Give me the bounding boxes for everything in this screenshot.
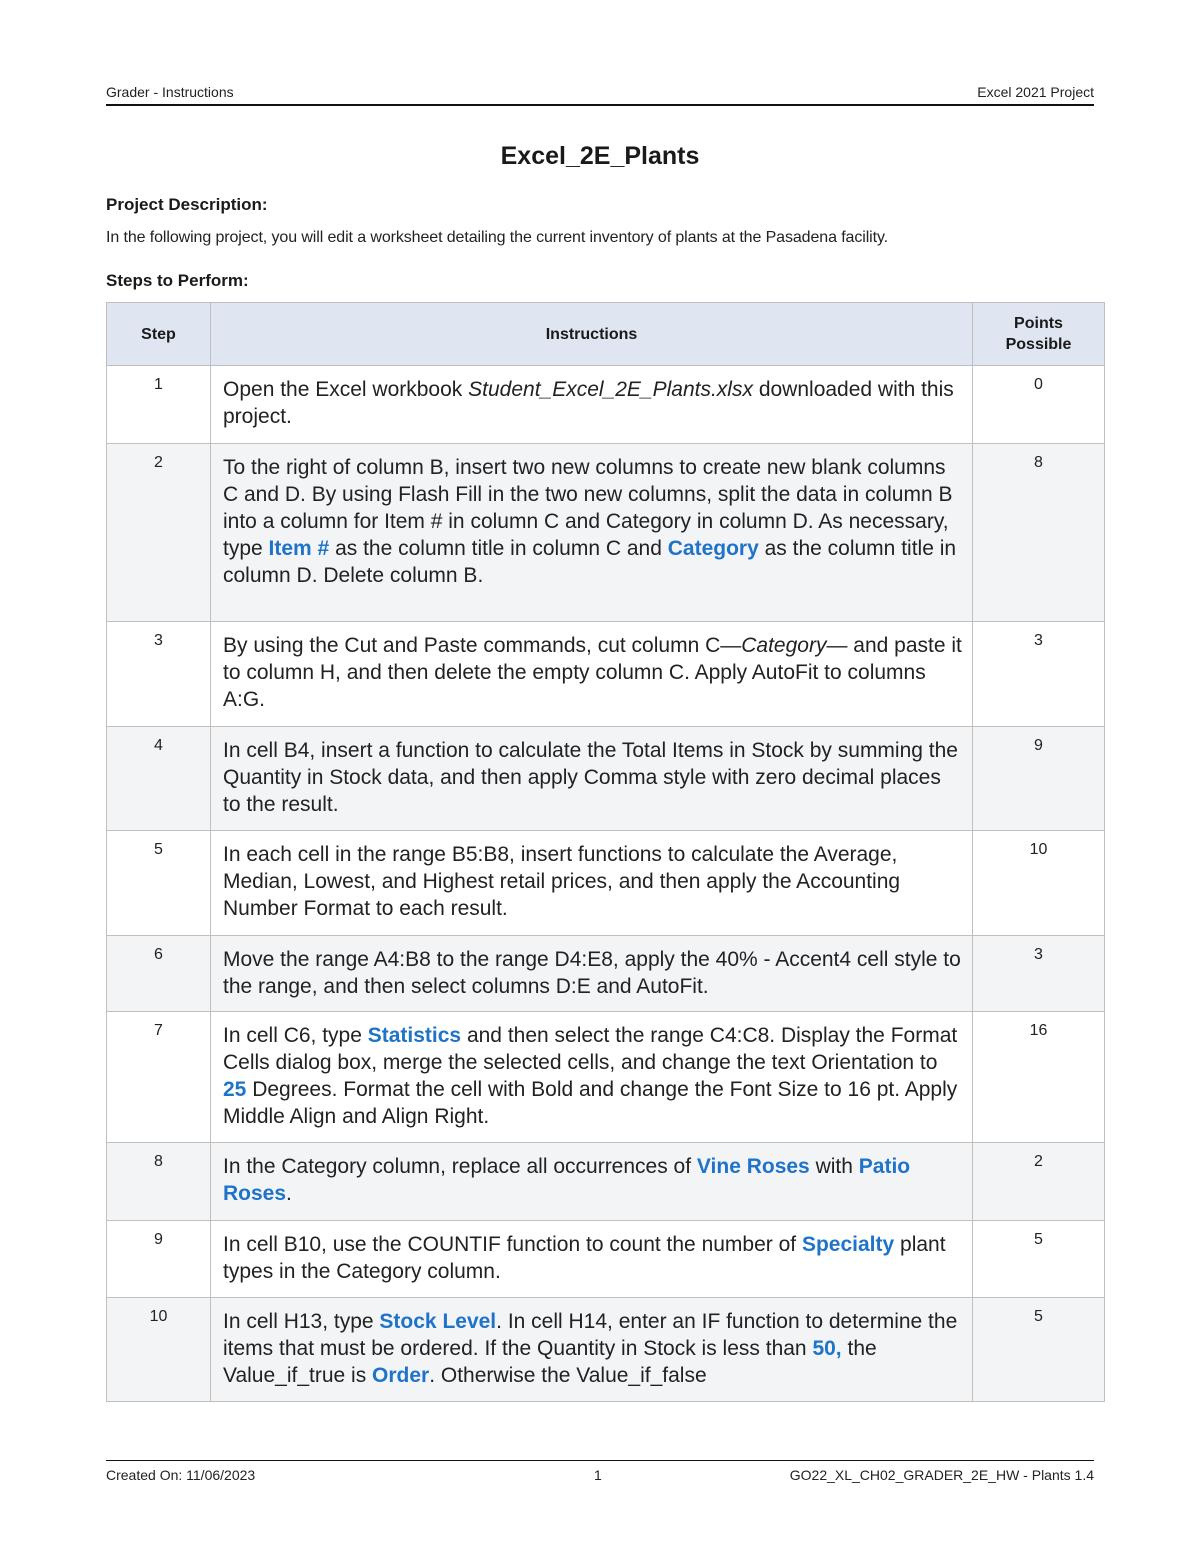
step-instruction	[211, 622, 973, 727]
step-instruction	[211, 1221, 973, 1298]
header-right-text: Excel 2021 Project	[977, 84, 1094, 100]
step-number: 6	[107, 936, 211, 1012]
table-row	[107, 831, 1105, 936]
table-row	[107, 366, 1105, 444]
instruction-text: . Otherwise the Value_if_false	[429, 1364, 707, 1387]
instruction-text: the Value_if_true is	[223, 1337, 877, 1387]
points-possible: 10	[973, 831, 1105, 936]
instruction-text: with	[809, 1155, 859, 1178]
steps-table-body	[107, 366, 1105, 1402]
document-title: Excel_2E_Plants	[500, 142, 700, 170]
table-row	[107, 1012, 1105, 1143]
steps-table	[106, 302, 1105, 1402]
step-instruction	[211, 727, 973, 831]
step-number: 1	[107, 366, 211, 444]
column-header-points	[973, 303, 1105, 366]
footer-page-number: 1	[594, 1467, 602, 1483]
instruction-text: In cell H13, type	[223, 1310, 380, 1333]
points-possible: 9	[973, 727, 1105, 831]
instruction-text: — and paste it to column H, and then delete the empty column C. Apply AutoFit to columns A:G.	[223, 634, 962, 711]
instruction-text: In cell C6, type	[223, 1024, 368, 1047]
instruction-text: .	[286, 1182, 292, 1205]
instruction-text: In each cell in the range B5:B8, insert functions to calculate the Average, Median, Lowest, and Highest retail prices, and then apply the Accounting Number Format to each result.	[223, 843, 901, 920]
keyword-text: 50,	[812, 1337, 842, 1360]
steps-heading: Steps to Perform:	[106, 271, 249, 290]
keyword-text: Statistics	[367, 1024, 462, 1047]
step-number: 10	[107, 1298, 211, 1402]
step-instruction	[211, 1143, 973, 1221]
instruction-text: By using the Cut and Paste commands, cut column C—	[223, 634, 742, 657]
instruction-text: Open the Excel workbook	[223, 378, 469, 401]
instruction-text: downloaded with this project.	[223, 378, 954, 428]
project-description-heading: Project Description:	[106, 195, 268, 214]
italic-text: Category	[741, 634, 827, 657]
step-instruction	[211, 831, 973, 936]
instruction-text: In the Category column, replace all occurrences of	[223, 1155, 697, 1178]
points-possible: 3	[973, 936, 1105, 1012]
points-possible: 2	[973, 1143, 1105, 1221]
column-header-instructions: Instructions	[211, 303, 973, 366]
step-number: 3	[107, 622, 211, 727]
page-header	[106, 82, 1094, 106]
project-description-text: In the following project, you will edit a worksheet detailing the current inventory of plants at the Pasadena facility.	[106, 229, 889, 246]
table-row	[107, 1298, 1105, 1402]
step-instruction	[211, 366, 973, 444]
points-possible: 3	[973, 622, 1105, 727]
step-number: 9	[107, 1221, 211, 1298]
table-row	[107, 936, 1105, 1012]
table-row	[107, 1221, 1105, 1298]
table-row	[107, 1143, 1105, 1221]
keyword-text: Patio Roses	[223, 1155, 911, 1205]
instruction-text: and then select the range C4:C8. Display the Format Cells dialog box, merge the selected cells, and change the text Orientation to	[223, 1024, 958, 1074]
keyword-text: Stock Level	[379, 1310, 497, 1333]
points-possible: 0	[973, 366, 1105, 444]
step-instruction	[211, 444, 973, 622]
points-possible: 8	[973, 444, 1105, 622]
table-row	[107, 727, 1105, 831]
column-header-step: Step	[107, 303, 211, 366]
step-number: 2	[107, 444, 211, 622]
points-header-text: Points Possible	[1005, 315, 1072, 353]
instruction-text: Move the range A4:B8 to the range D4:E8, apply the 40% - Accent4 cell style to the range, and then select columns D:E and AutoFit.	[223, 948, 961, 998]
keyword-text: Specialty	[801, 1233, 895, 1256]
step-instruction	[211, 936, 973, 1012]
table-row	[107, 444, 1105, 622]
instruction-text: In cell B10, use the COUNTIF function to count the number of	[223, 1233, 802, 1256]
instruction-text: Degrees. Format the cell with Bold and change the Font Size to 16 pt. Apply Middle Align and Align Right.	[223, 1078, 958, 1128]
step-number: 4	[107, 727, 211, 831]
italic-text: Student_Excel_2E_Plants.xlsx	[468, 378, 753, 401]
instruction-text: plant types in the Category column.	[223, 1233, 946, 1283]
keyword-text: Order	[372, 1364, 430, 1387]
instruction-text: In cell B4, insert a function to calculate the Total Items in Stock by summing the Quantity in Stock data, and then apply Comma style with zero decimal places to the result.	[223, 739, 958, 816]
keyword-text: Item #	[268, 537, 330, 560]
header-left-text: Grader - Instructions	[106, 84, 234, 100]
step-instruction	[211, 1012, 973, 1143]
table-row	[107, 622, 1105, 727]
page-footer	[106, 1460, 1094, 1487]
points-possible: 16	[973, 1012, 1105, 1143]
footer-document-id: GO22_XL_CH02_GRADER_2E_HW - Plants 1.4	[789, 1467, 1094, 1483]
table-header-row	[107, 303, 1105, 366]
points-possible: 5	[973, 1221, 1105, 1298]
step-instruction	[211, 1298, 973, 1402]
step-number: 7	[107, 1012, 211, 1143]
step-number: 5	[107, 831, 211, 936]
instruction-text: as the column title in column C and	[329, 537, 668, 560]
keyword-text: Vine Roses	[696, 1155, 810, 1178]
instruction-text: as the column title in column D. Delete column B.	[223, 537, 957, 587]
instruction-text: To the right of column B, insert two new columns to create new blank columns C and D. By using Flash Fill in the two new columns, split the data in column B into a column for Item # in column C and Category in column D. As necessary, type	[223, 456, 953, 560]
keyword-text: 25	[223, 1078, 247, 1101]
points-possible: 5	[973, 1298, 1105, 1402]
instruction-text: . In cell H14, enter an IF function to determine the items that must be ordered. If the Quantity in Stock is less than	[223, 1310, 958, 1360]
keyword-text: Category	[667, 537, 759, 560]
step-number: 8	[107, 1143, 211, 1221]
footer-created-on: Created On: 11/06/2023	[106, 1467, 256, 1483]
